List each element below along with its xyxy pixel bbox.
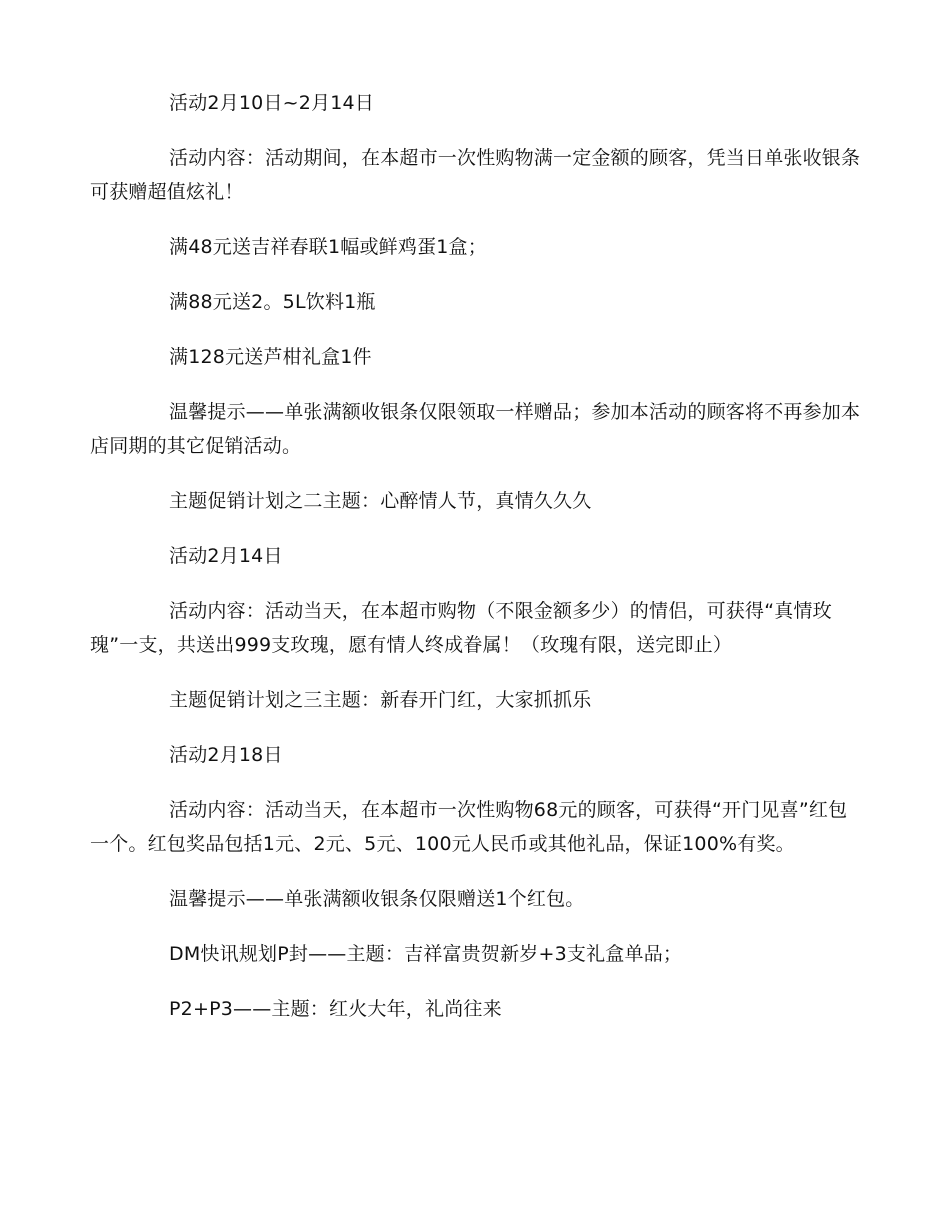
- promo-plan-2-title: 主题促销计划之二主题：心醉情人节，真情久久久: [169, 490, 592, 512]
- activity-content-1: 活动内容：活动期间，在本超市一次性购物满一定金额的顾客，凭当日单张收银条可获赠超值炫礼！: [90, 147, 861, 203]
- document-body: [90, 86, 862, 1047]
- dm-p2-p3-plan: P2+P3——主题：红火大年，礼尚往来: [169, 998, 502, 1020]
- activity-date-3: 活动2月18日: [169, 744, 283, 766]
- promo-plan-3-title: 主题促销计划之三主题：新春开门红，大家抓抓乐: [169, 689, 592, 711]
- activity-content-2: 活动内容：活动当天，在本超市购物（不限金额多少）的情侣，可获得“真情玫瑰”一支，共送出999支玫瑰，愿有情人终成眷属！（玫瑰有限，送完即止）: [90, 600, 832, 656]
- dm-cover-plan: DM快讯规划P封——主题：吉祥富贵贺新岁+3支礼盒单品；: [169, 943, 683, 965]
- activity-content-3: 活动内容：活动当天，在本超市一次性购物68元的顾客，可获得“开门见喜”红包一个。红包奖品包括1元、2元、5元、100元人民币或其他礼品，保证100%有奖。: [90, 799, 848, 855]
- gift-tier-88: 满88元送2。5L饮料1瓶: [169, 291, 376, 313]
- reminder-1: 温馨提示——单张满额收银条仅限领取一样赠品；参加本活动的顾客将不再参加本店同期的其它促销活动。: [90, 401, 861, 457]
- activity-date-1: 活动2月10日~2月14日: [169, 92, 375, 114]
- reminder-2: 温馨提示——单张满额收银条仅限赠送1个红包。: [169, 888, 585, 910]
- activity-date-2: 活动2月14日: [169, 545, 283, 567]
- gift-tier-128: 满128元送芦柑礼盒1件: [169, 346, 372, 368]
- gift-tier-48: 满48元送吉祥春联1幅或鲜鸡蛋1盒；: [169, 236, 487, 258]
